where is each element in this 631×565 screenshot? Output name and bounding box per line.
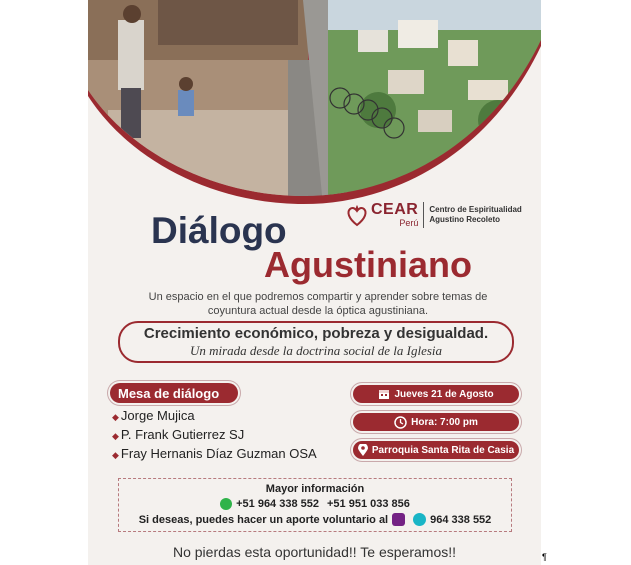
theme-box bbox=[118, 321, 514, 363]
calendar-icon bbox=[378, 388, 390, 400]
time-pill bbox=[353, 413, 519, 431]
donation-line bbox=[119, 513, 511, 526]
organization-line1: Centro de Espiritualidad bbox=[429, 205, 522, 214]
title-line2: Agustiniano bbox=[264, 244, 472, 285]
phone-2: +51 951 033 856 bbox=[327, 498, 410, 510]
speaker-item bbox=[112, 445, 317, 464]
bullet-icon: ◆ bbox=[112, 431, 119, 441]
intro-line2: coyuntura actual desde la óptica agustiniana. bbox=[207, 305, 429, 318]
speaker-item bbox=[112, 426, 317, 445]
event-date: Jueves 21 de Agosto bbox=[394, 388, 494, 400]
logo-divider bbox=[423, 202, 424, 228]
title-line1: Diálogo bbox=[151, 210, 287, 251]
panel-label: Mesa de diálogo bbox=[110, 383, 238, 403]
intro-line1: Un espacio en el que podremos compartir y aprender sobre temas de bbox=[148, 291, 488, 303]
place-pill bbox=[353, 441, 519, 459]
speaker-list bbox=[112, 407, 317, 464]
paragraph-mark-icon: ¶ bbox=[542, 552, 547, 562]
header-photo bbox=[88, 0, 541, 205]
whatsapp-icon bbox=[220, 498, 232, 510]
organization-line2: Agustino Recoleto bbox=[429, 215, 501, 224]
organization-name bbox=[429, 205, 521, 225]
bullet-icon: ◆ bbox=[112, 450, 119, 460]
donation-phone: 964 338 552 bbox=[430, 513, 492, 526]
theme-subtitle: Un mirada desde la doctrina social de la Iglesia bbox=[189, 343, 443, 358]
heart-flame-icon bbox=[346, 203, 368, 227]
location-pin-icon bbox=[358, 444, 368, 457]
yape-icon bbox=[392, 513, 405, 526]
speaker-name: P. Frank Gutierrez SJ bbox=[120, 427, 245, 442]
cear-logo bbox=[346, 199, 536, 231]
date-pill bbox=[353, 385, 519, 403]
logo-name: CEAR bbox=[371, 201, 419, 218]
contact-heading: Mayor información bbox=[265, 483, 365, 495]
bullet-icon: ◆ bbox=[112, 412, 119, 422]
contact-phones bbox=[119, 498, 511, 510]
speaker-item bbox=[112, 407, 317, 426]
donation-text: Si deseas, puedes hacer un aporte voluntario al bbox=[138, 513, 389, 526]
logo-country: Perú bbox=[399, 218, 419, 228]
event-time: Hora: 7:00 pm bbox=[411, 416, 478, 428]
theme-title: Crecimiento económico, pobreza y desigualdad. bbox=[143, 325, 489, 342]
phone-1: +51 964 338 552 bbox=[236, 498, 319, 510]
contact-box bbox=[118, 478, 512, 532]
intro-text bbox=[108, 290, 528, 319]
clock-icon bbox=[394, 416, 407, 429]
footer-message: No pierdas esta oportunidad!! Te esperamos!! bbox=[172, 544, 457, 560]
speaker-name: Fray Hernanis Díaz Guzman OSA bbox=[120, 446, 317, 461]
event-place: Parroquia Santa Rita de Casia bbox=[371, 444, 515, 456]
plin-icon bbox=[413, 513, 426, 526]
speaker-name: Jorge Mujica bbox=[120, 408, 195, 423]
event-poster bbox=[88, 0, 541, 565]
